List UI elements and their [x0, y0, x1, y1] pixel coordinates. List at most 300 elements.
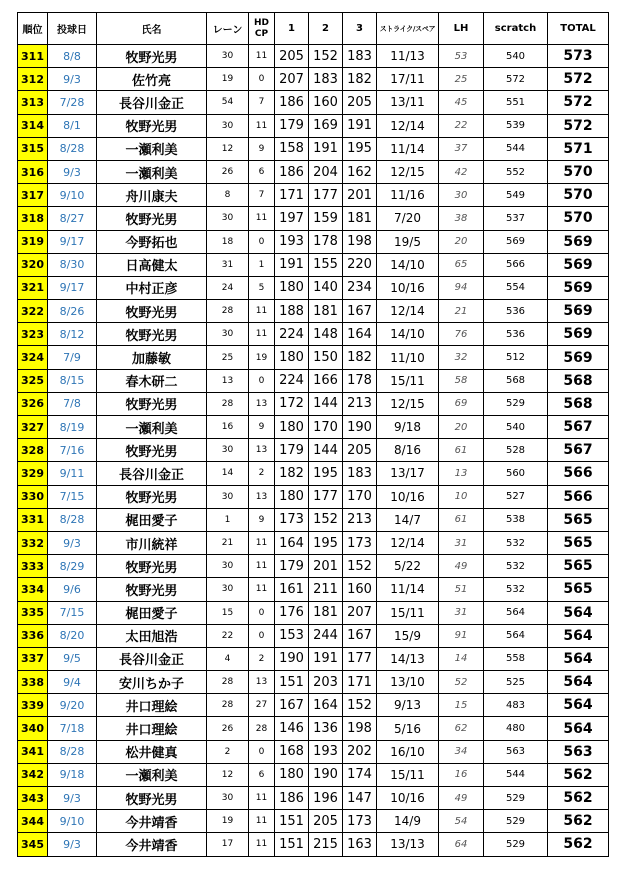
- header-total: TOTAL: [548, 13, 609, 45]
- game2-cell: 140: [309, 276, 343, 299]
- game1-cell: 190: [275, 647, 309, 670]
- rank-cell: 340: [18, 717, 48, 740]
- table-row: [18, 276, 609, 299]
- lane-cell: 12: [207, 763, 249, 786]
- scratch-cell: 528: [484, 439, 548, 462]
- rank-cell: 317: [18, 184, 48, 207]
- date-cell: 8/28: [48, 740, 97, 763]
- header-game3: 3: [343, 13, 377, 45]
- rank-cell: 329: [18, 462, 48, 485]
- table-row: [18, 45, 609, 68]
- table-row: [18, 160, 609, 183]
- total-cell: 569: [548, 276, 609, 299]
- hdcp-cell: 11: [249, 531, 275, 554]
- total-cell: 564: [548, 717, 609, 740]
- rank-cell: 323: [18, 323, 48, 346]
- total-cell: 566: [548, 462, 609, 485]
- hdcp-cell: 11: [249, 300, 275, 323]
- table-row: [18, 207, 609, 230]
- name-cell: 牧野光男: [97, 392, 207, 415]
- game2-cell: 181: [309, 601, 343, 624]
- name-cell: 梶田愛子: [97, 601, 207, 624]
- game2-cell: 160: [309, 91, 343, 114]
- table-row: [18, 346, 609, 369]
- date-cell: 7/28: [48, 91, 97, 114]
- total-cell: 572: [548, 114, 609, 137]
- date-cell: 8/20: [48, 624, 97, 647]
- hdcp-cell: 6: [249, 763, 275, 786]
- hdcp-cell: 13: [249, 392, 275, 415]
- total-cell: 572: [548, 91, 609, 114]
- hdcp-cell: 13: [249, 671, 275, 694]
- game3-cell: 182: [343, 68, 377, 91]
- game2-cell: 191: [309, 137, 343, 160]
- game3-cell: 234: [343, 276, 377, 299]
- name-cell: 牧野光男: [97, 300, 207, 323]
- strike-spare-cell: 11/10: [377, 346, 439, 369]
- date-cell: 8/30: [48, 253, 97, 276]
- game1-cell: 179: [275, 555, 309, 578]
- scratch-cell: 525: [484, 671, 548, 694]
- strike-spare-cell: 15/9: [377, 624, 439, 647]
- game1-cell: 151: [275, 833, 309, 856]
- table-row: [18, 717, 609, 740]
- strike-spare-cell: 15/11: [377, 601, 439, 624]
- game2-cell: 201: [309, 555, 343, 578]
- rank-cell: 333: [18, 555, 48, 578]
- total-cell: 568: [548, 369, 609, 392]
- game1-cell: 180: [275, 346, 309, 369]
- game3-cell: 205: [343, 91, 377, 114]
- lh-cell: 30: [439, 184, 484, 207]
- lane-cell: 26: [207, 160, 249, 183]
- table-row: [18, 810, 609, 833]
- strike-spare-cell: 10/16: [377, 485, 439, 508]
- game3-cell: 164: [343, 323, 377, 346]
- date-cell: 9/3: [48, 531, 97, 554]
- name-cell: 井口理絵: [97, 694, 207, 717]
- game1-cell: 186: [275, 91, 309, 114]
- game2-cell: 152: [309, 508, 343, 531]
- game2-cell: 183: [309, 68, 343, 91]
- game2-cell: 166: [309, 369, 343, 392]
- total-cell: 570: [548, 184, 609, 207]
- scratch-cell: 564: [484, 624, 548, 647]
- table-row: [18, 300, 609, 323]
- game1-cell: 193: [275, 230, 309, 253]
- game2-cell: 159: [309, 207, 343, 230]
- name-cell: 一瀬利美: [97, 416, 207, 439]
- rank-cell: 345: [18, 833, 48, 856]
- lane-cell: 15: [207, 601, 249, 624]
- lh-cell: 31: [439, 531, 484, 554]
- scratch-cell: 532: [484, 578, 548, 601]
- table-row: [18, 137, 609, 160]
- date-cell: 9/4: [48, 671, 97, 694]
- rank-cell: 315: [18, 137, 48, 160]
- date-cell: 7/18: [48, 717, 97, 740]
- game3-cell: 147: [343, 787, 377, 810]
- name-cell: 牧野光男: [97, 787, 207, 810]
- game3-cell: 198: [343, 717, 377, 740]
- game1-cell: 224: [275, 369, 309, 392]
- rank-cell: 324: [18, 346, 48, 369]
- lh-cell: 51: [439, 578, 484, 601]
- total-cell: 564: [548, 601, 609, 624]
- rank-cell: 314: [18, 114, 48, 137]
- scratch-cell: 483: [484, 694, 548, 717]
- game3-cell: 213: [343, 392, 377, 415]
- total-cell: 567: [548, 439, 609, 462]
- hdcp-cell: 0: [249, 740, 275, 763]
- hdcp-cell: 0: [249, 601, 275, 624]
- game2-cell: 148: [309, 323, 343, 346]
- hdcp-cell: 13: [249, 485, 275, 508]
- game3-cell: 183: [343, 462, 377, 485]
- table-row: [18, 230, 609, 253]
- strike-spare-cell: 15/11: [377, 763, 439, 786]
- header-name: 氏名: [97, 13, 207, 45]
- strike-spare-cell: 19/5: [377, 230, 439, 253]
- hdcp-cell: 0: [249, 68, 275, 91]
- game3-cell: 167: [343, 624, 377, 647]
- lh-cell: 58: [439, 369, 484, 392]
- scratch-cell: 554: [484, 276, 548, 299]
- lh-cell: 37: [439, 137, 484, 160]
- game3-cell: 170: [343, 485, 377, 508]
- rank-cell: 318: [18, 207, 48, 230]
- hdcp-cell: 9: [249, 416, 275, 439]
- table-row: [18, 462, 609, 485]
- strike-spare-cell: 10/16: [377, 276, 439, 299]
- header-date: 投球日: [48, 13, 97, 45]
- header-lh: LH: [439, 13, 484, 45]
- table-row: [18, 439, 609, 462]
- lh-cell: 38: [439, 207, 484, 230]
- hdcp-cell: 5: [249, 276, 275, 299]
- game3-cell: 163: [343, 833, 377, 856]
- game3-cell: 171: [343, 671, 377, 694]
- scratch-cell: 568: [484, 369, 548, 392]
- total-cell: 562: [548, 810, 609, 833]
- rank-cell: 330: [18, 485, 48, 508]
- game1-cell: 151: [275, 671, 309, 694]
- date-cell: 9/11: [48, 462, 97, 485]
- total-cell: 571: [548, 137, 609, 160]
- scratch-cell: 539: [484, 114, 548, 137]
- game3-cell: 160: [343, 578, 377, 601]
- total-cell: 569: [548, 323, 609, 346]
- table-row: [18, 68, 609, 91]
- table-row: [18, 833, 609, 856]
- game2-cell: 152: [309, 45, 343, 68]
- game3-cell: 198: [343, 230, 377, 253]
- header-hdcp-line2: CP: [254, 28, 269, 39]
- rank-cell: 321: [18, 276, 48, 299]
- date-cell: 9/5: [48, 647, 97, 670]
- game2-cell: 181: [309, 300, 343, 323]
- strike-spare-cell: 12/15: [377, 392, 439, 415]
- table-row: [18, 601, 609, 624]
- scratch-cell: 538: [484, 508, 548, 531]
- rank-cell: 328: [18, 439, 48, 462]
- header-scratch: scratch: [484, 13, 548, 45]
- table-row: [18, 323, 609, 346]
- hdcp-cell: 1: [249, 253, 275, 276]
- game3-cell: 182: [343, 346, 377, 369]
- name-cell: 舟川康夫: [97, 184, 207, 207]
- game1-cell: 176: [275, 601, 309, 624]
- table-row: [18, 184, 609, 207]
- game1-cell: 151: [275, 810, 309, 833]
- date-cell: 9/18: [48, 763, 97, 786]
- rank-cell: 338: [18, 671, 48, 694]
- game3-cell: 183: [343, 45, 377, 68]
- name-cell: 梶田愛子: [97, 508, 207, 531]
- hdcp-cell: 9: [249, 137, 275, 160]
- total-cell: 562: [548, 763, 609, 786]
- game3-cell: 205: [343, 439, 377, 462]
- name-cell: 今野拓也: [97, 230, 207, 253]
- strike-spare-cell: 14/9: [377, 810, 439, 833]
- game2-cell: 215: [309, 833, 343, 856]
- date-cell: 9/3: [48, 787, 97, 810]
- date-cell: 8/27: [48, 207, 97, 230]
- strike-spare-cell: 7/20: [377, 207, 439, 230]
- table-row: [18, 555, 609, 578]
- game2-cell: 170: [309, 416, 343, 439]
- game3-cell: 152: [343, 694, 377, 717]
- scratch-cell: 569: [484, 230, 548, 253]
- game1-cell: 146: [275, 717, 309, 740]
- game1-cell: 197: [275, 207, 309, 230]
- lh-cell: 64: [439, 833, 484, 856]
- total-cell: 572: [548, 68, 609, 91]
- game3-cell: 167: [343, 300, 377, 323]
- ranking-table: [17, 12, 609, 857]
- game1-cell: 158: [275, 137, 309, 160]
- rank-cell: 334: [18, 578, 48, 601]
- table-row: [18, 694, 609, 717]
- table-row: [18, 91, 609, 114]
- date-cell: 9/10: [48, 810, 97, 833]
- lh-cell: 31: [439, 601, 484, 624]
- total-cell: 569: [548, 253, 609, 276]
- game1-cell: 180: [275, 485, 309, 508]
- lane-cell: 30: [207, 485, 249, 508]
- hdcp-cell: 11: [249, 555, 275, 578]
- game2-cell: 144: [309, 439, 343, 462]
- lane-cell: 28: [207, 694, 249, 717]
- rank-cell: 326: [18, 392, 48, 415]
- lane-cell: 25: [207, 346, 249, 369]
- strike-spare-cell: 14/10: [377, 253, 439, 276]
- total-cell: 564: [548, 647, 609, 670]
- game2-cell: 195: [309, 531, 343, 554]
- date-cell: 7/8: [48, 392, 97, 415]
- strike-spare-cell: 11/16: [377, 184, 439, 207]
- scratch-cell: 527: [484, 485, 548, 508]
- lane-cell: 4: [207, 647, 249, 670]
- total-cell: 566: [548, 485, 609, 508]
- scratch-cell: 549: [484, 184, 548, 207]
- total-cell: 570: [548, 160, 609, 183]
- table-row: [18, 369, 609, 392]
- header-row: [18, 13, 609, 45]
- game3-cell: 220: [343, 253, 377, 276]
- rank-cell: 342: [18, 763, 48, 786]
- name-cell: 牧野光男: [97, 439, 207, 462]
- game3-cell: 162: [343, 160, 377, 183]
- scratch-cell: 566: [484, 253, 548, 276]
- strike-spare-cell: 12/14: [377, 114, 439, 137]
- game3-cell: 181: [343, 207, 377, 230]
- lane-cell: 26: [207, 717, 249, 740]
- scratch-cell: 540: [484, 416, 548, 439]
- game1-cell: 167: [275, 694, 309, 717]
- date-cell: 9/20: [48, 694, 97, 717]
- total-cell: 565: [548, 508, 609, 531]
- lane-cell: 13: [207, 369, 249, 392]
- game2-cell: 205: [309, 810, 343, 833]
- strike-spare-cell: 17/11: [377, 68, 439, 91]
- game1-cell: 173: [275, 508, 309, 531]
- scratch-cell: 552: [484, 160, 548, 183]
- name-cell: 牧野光男: [97, 45, 207, 68]
- date-cell: 8/19: [48, 416, 97, 439]
- game2-cell: 193: [309, 740, 343, 763]
- lane-cell: 16: [207, 416, 249, 439]
- game2-cell: 178: [309, 230, 343, 253]
- name-cell: 牧野光男: [97, 207, 207, 230]
- strike-spare-cell: 13/10: [377, 671, 439, 694]
- rank-cell: 339: [18, 694, 48, 717]
- game2-cell: 190: [309, 763, 343, 786]
- name-cell: 安川ちか子: [97, 671, 207, 694]
- lane-cell: 28: [207, 392, 249, 415]
- date-cell: 9/10: [48, 184, 97, 207]
- date-cell: 7/9: [48, 346, 97, 369]
- lane-cell: 18: [207, 230, 249, 253]
- total-cell: 564: [548, 671, 609, 694]
- scratch-cell: 532: [484, 531, 548, 554]
- name-cell: 今井靖香: [97, 833, 207, 856]
- name-cell: 中村正彦: [97, 276, 207, 299]
- strike-spare-cell: 13/17: [377, 462, 439, 485]
- lh-cell: 14: [439, 647, 484, 670]
- name-cell: 牧野光男: [97, 485, 207, 508]
- rank-cell: 325: [18, 369, 48, 392]
- date-cell: 8/29: [48, 555, 97, 578]
- lane-cell: 22: [207, 624, 249, 647]
- total-cell: 564: [548, 694, 609, 717]
- lane-cell: 24: [207, 276, 249, 299]
- total-cell: 569: [548, 346, 609, 369]
- game3-cell: 173: [343, 810, 377, 833]
- total-cell: 565: [548, 531, 609, 554]
- total-cell: 564: [548, 624, 609, 647]
- name-cell: 牧野光男: [97, 114, 207, 137]
- lh-cell: 65: [439, 253, 484, 276]
- name-cell: 日高健太: [97, 253, 207, 276]
- hdcp-cell: 11: [249, 114, 275, 137]
- lh-cell: 10: [439, 485, 484, 508]
- game2-cell: 203: [309, 671, 343, 694]
- rank-cell: 343: [18, 787, 48, 810]
- game2-cell: 177: [309, 184, 343, 207]
- game1-cell: 168: [275, 740, 309, 763]
- scratch-cell: 540: [484, 45, 548, 68]
- lh-cell: 16: [439, 763, 484, 786]
- hdcp-cell: 19: [249, 346, 275, 369]
- lh-cell: 49: [439, 555, 484, 578]
- game1-cell: 179: [275, 114, 309, 137]
- header-hdcp-line1: HD: [253, 17, 269, 28]
- game2-cell: 169: [309, 114, 343, 137]
- scratch-cell: 532: [484, 555, 548, 578]
- lh-cell: 20: [439, 230, 484, 253]
- name-cell: 牧野光男: [97, 323, 207, 346]
- hdcp-cell: 27: [249, 694, 275, 717]
- game1-cell: 182: [275, 462, 309, 485]
- game2-cell: 244: [309, 624, 343, 647]
- rank-cell: 327: [18, 416, 48, 439]
- strike-spare-cell: 12/14: [377, 531, 439, 554]
- strike-spare-cell: 8/16: [377, 439, 439, 462]
- date-cell: 8/12: [48, 323, 97, 346]
- scratch-cell: 544: [484, 137, 548, 160]
- game1-cell: 161: [275, 578, 309, 601]
- total-cell: 568: [548, 392, 609, 415]
- date-cell: 9/3: [48, 833, 97, 856]
- game1-cell: 164: [275, 531, 309, 554]
- scratch-cell: 560: [484, 462, 548, 485]
- hdcp-cell: 7: [249, 91, 275, 114]
- date-cell: 8/15: [48, 369, 97, 392]
- game2-cell: 164: [309, 694, 343, 717]
- game2-cell: 136: [309, 717, 343, 740]
- game2-cell: 196: [309, 787, 343, 810]
- strike-spare-cell: 11/14: [377, 137, 439, 160]
- scratch-cell: 529: [484, 392, 548, 415]
- hdcp-cell: 11: [249, 833, 275, 856]
- lh-cell: 69: [439, 392, 484, 415]
- date-cell: 7/16: [48, 439, 97, 462]
- name-cell: 松井健真: [97, 740, 207, 763]
- scratch-cell: 529: [484, 810, 548, 833]
- rank-cell: 320: [18, 253, 48, 276]
- strike-spare-cell: 13/13: [377, 833, 439, 856]
- game3-cell: 207: [343, 601, 377, 624]
- game2-cell: 211: [309, 578, 343, 601]
- game3-cell: 173: [343, 531, 377, 554]
- game2-cell: 155: [309, 253, 343, 276]
- strike-spare-cell: 14/10: [377, 323, 439, 346]
- game1-cell: 153: [275, 624, 309, 647]
- scratch-cell: 536: [484, 323, 548, 346]
- game1-cell: 171: [275, 184, 309, 207]
- hdcp-cell: 2: [249, 462, 275, 485]
- lane-cell: 21: [207, 531, 249, 554]
- lane-cell: 28: [207, 671, 249, 694]
- lane-cell: 30: [207, 45, 249, 68]
- lh-cell: 15: [439, 694, 484, 717]
- lh-cell: 62: [439, 717, 484, 740]
- date-cell: 9/17: [48, 230, 97, 253]
- lh-cell: 21: [439, 300, 484, 323]
- lh-cell: 53: [439, 45, 484, 68]
- date-cell: 8/28: [48, 137, 97, 160]
